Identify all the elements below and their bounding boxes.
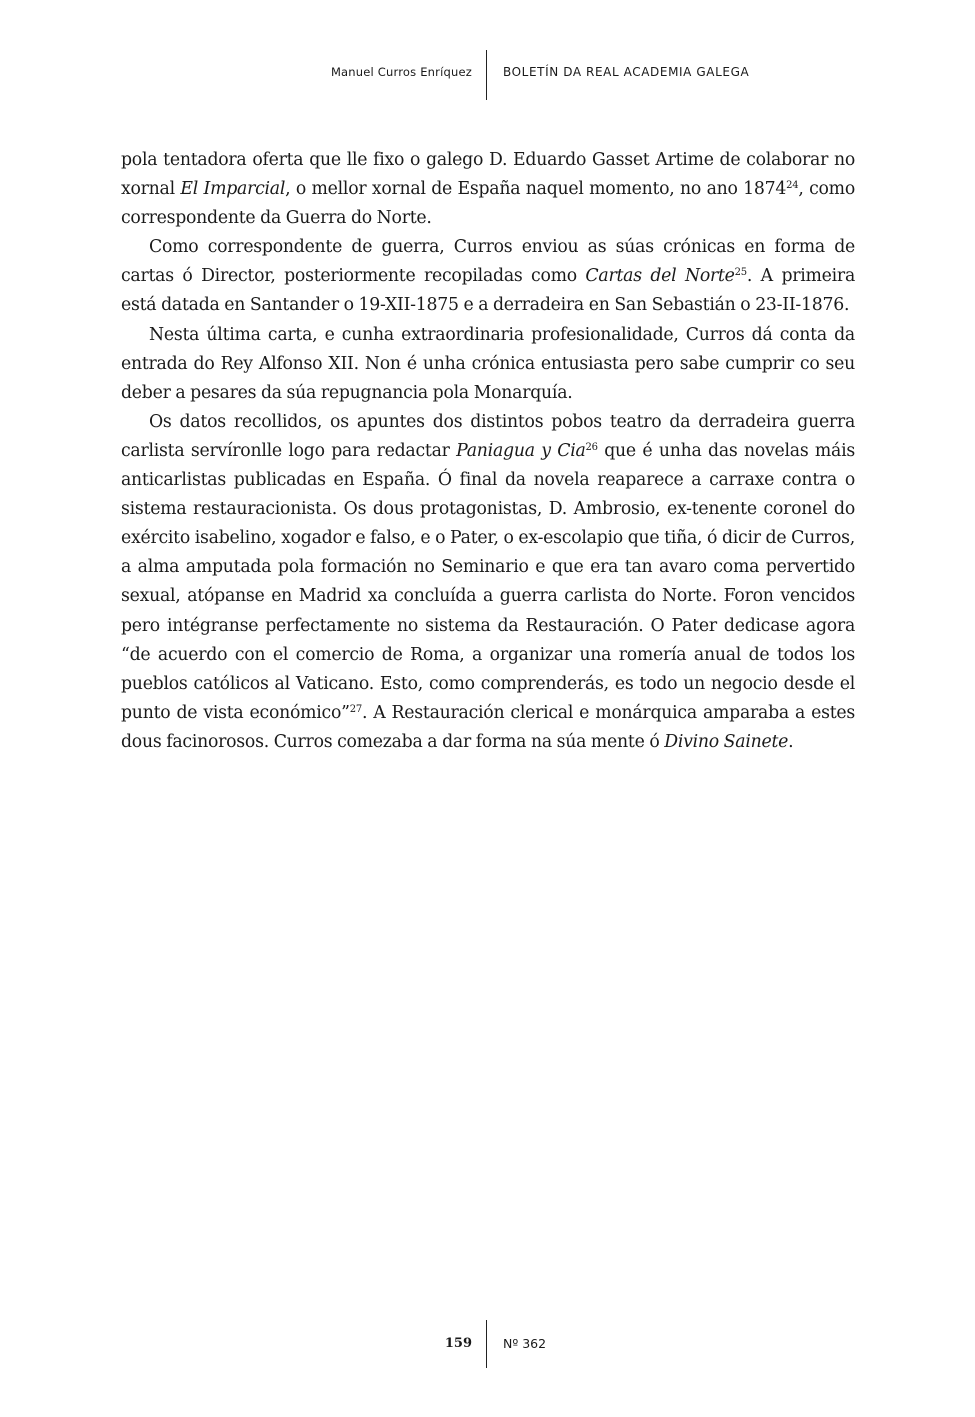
text-run: Nesta última carta, e cunha extraordinaria profesionalidade, Curros dá conta da entrada do Rey Alfonso XII. Non é unha crónica entusiasta pero sabe cumprir co seu deber a pesares da súa repugnancia pola Monarquía. (121, 324, 855, 403)
footnote-ref: 26 (585, 441, 598, 453)
footnote-ref: 25 (734, 267, 747, 279)
footer-divider (486, 1320, 487, 1368)
running-header (0, 50, 975, 100)
paragraph-4 (121, 408, 855, 757)
italic-title: Cartas del Norte (585, 266, 735, 287)
footnote-ref: 27 (349, 703, 362, 715)
italic-title: Divino Sainete (664, 731, 789, 752)
text-run: pola tentadora oferta que lle fixo o galego D. Eduardo Gasset Artime de colaborar no xornal (121, 150, 855, 200)
text-run: . (788, 731, 794, 752)
text-run: que é unha das novelas máis anticarlistas publicadas en España. Ó final da novela reaparece a carraxe contra o sistema restauracionista. Os dous protagonistas, D. Ambrosio, ex-tenente coronel do exército isabelino, xogador e falso, e o Pater, o ex-escolapio que tiña, ó dicir de Curros, a alma amputada pola formación no Seminario e que era tan avaro coma pervertido sexual, atópanse en Madrid xa concluída a guerra carlista do Norte. Foron vencidos pero intégranse perfectamente no sistema da Restauración. O Pater dedicase agora “de acuerdo con el comercio de Roma, a organizar una romería anual de todos los pueblos católicos al Vaticano. Esto, como comprenderás, es todo un negocio desde el punto de vista económico” (121, 440, 856, 723)
footnote-ref: 24 (786, 180, 799, 192)
header-divider (486, 50, 487, 100)
text-run: Os datos recollidos, os apuntes dos distintos pobos teatro da derradeira guerra carlista servíronlle logo para redactar (121, 411, 855, 461)
italic-title: Paniagua y Cia (456, 440, 586, 461)
paragraph-3 (121, 321, 855, 408)
issue-number: Nº 362 (503, 1336, 547, 1351)
text-run: , como correspondente da Guerra do Norte. (121, 179, 855, 229)
header-author: Manuel Curros Enríquez (330, 65, 472, 79)
article-body (121, 146, 855, 757)
text-run: . A primeira está datada en Santander o 19-XII-1875 e a derradeira en San Sebastián o 23-II-1876. (121, 266, 855, 316)
paragraph-1 (121, 146, 855, 233)
text-run: . A Restauración clerical e monárquica amparaba a estes dous facinorosos. Curros comezaba a dar forma na súa mente ó (121, 702, 855, 752)
page-footer (0, 1320, 975, 1370)
paragraph-2 (121, 233, 855, 320)
text-run: Como correspondente de guerra, Curros enviou as súas crónicas en forma de cartas ó Director, posteriormente recopiladas como (121, 237, 855, 287)
page-number: 159 (444, 1336, 472, 1351)
italic-title: El Imparcial (180, 179, 286, 200)
text-run: , o mellor xornal de España naquel momento, no ano 1874 (285, 179, 787, 200)
header-journal-title: BOLETÍN DA REAL ACADEMIA GALEGA (503, 65, 750, 79)
